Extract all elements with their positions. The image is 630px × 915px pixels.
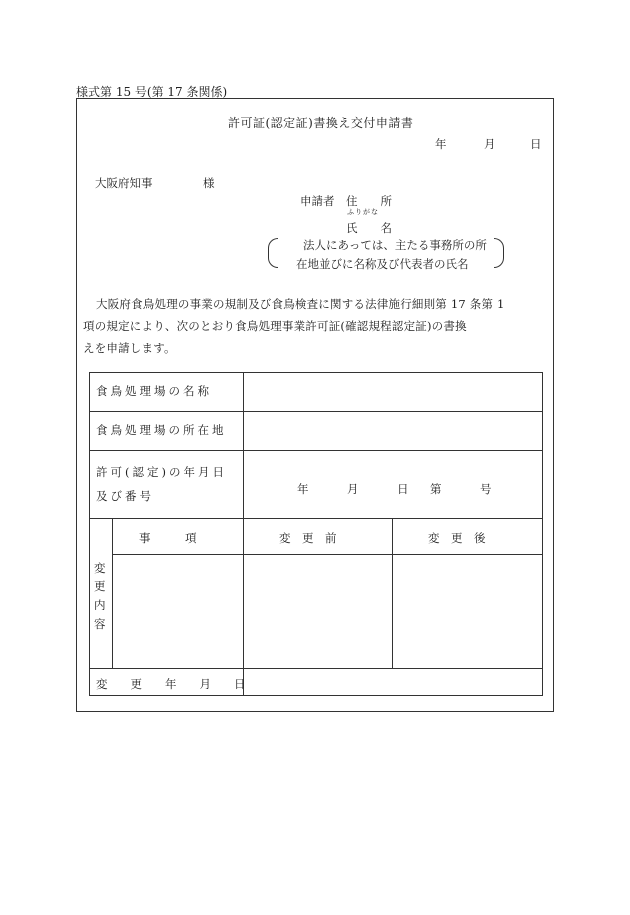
permit-number-prefix: 第	[430, 482, 442, 496]
corporate-note-line1: 法人にあっては、主たる事務所の所	[303, 238, 487, 252]
table-rule	[112, 518, 113, 668]
column-before-header: 変 更 前	[279, 531, 337, 545]
table-rule	[89, 450, 543, 451]
addressee-honorific: 様	[203, 176, 215, 190]
permit-number-suffix: 号	[480, 482, 492, 496]
facility-name-label: 食鳥処理場の名称	[96, 384, 212, 398]
corporate-note-line2: 在地並びに名称及び代表者の氏名	[296, 257, 469, 271]
date-month-label: 月	[484, 137, 496, 151]
change-date-label: 変 更 年 月 日	[96, 677, 246, 691]
column-item-header: 事 項	[139, 531, 197, 545]
change-group-char: 容	[94, 617, 106, 631]
name-label: 氏 名	[346, 221, 392, 235]
permit-date-label: 許可(認定)の年月日	[96, 465, 227, 479]
permit-number-label: 及び番号	[96, 489, 154, 503]
change-item-field[interactable]	[114, 556, 242, 667]
address-label: 住 所	[346, 194, 392, 208]
table-rule	[392, 518, 393, 668]
facility-name-input[interactable]	[245, 374, 541, 410]
permit-day-label: 日	[397, 482, 409, 496]
table-rule	[89, 518, 543, 519]
body-text-line2: 項の規定により、次のとおり食鳥処理事業許可証(確認規程認定証)の書換	[83, 319, 467, 333]
change-after-field[interactable]	[394, 556, 541, 667]
facility-address-input[interactable]	[245, 413, 541, 449]
body-text-line3: えを申請します。	[83, 341, 176, 355]
left-parenthesis	[268, 238, 278, 268]
table-border-right	[542, 372, 543, 696]
permit-year-label: 年	[297, 482, 309, 496]
applicant-label: 申請者	[300, 194, 335, 208]
change-before-field[interactable]	[245, 556, 391, 667]
body-text-line1: 大阪府食鳥処理の事業の規制及び食鳥検査に関する法律施行細則第 17 条第 1	[96, 297, 505, 311]
change-group-char: 更	[94, 579, 106, 593]
table-rule	[243, 372, 244, 696]
table-border-bottom	[89, 695, 543, 696]
change-group-char: 内	[94, 598, 106, 612]
furigana-label: ふりがな	[347, 208, 379, 216]
table-border-left	[89, 372, 90, 696]
table-rule	[89, 668, 543, 669]
permit-month-label: 月	[347, 482, 359, 496]
form-title: 許可証(認定証)書換え交付申請書	[228, 116, 414, 130]
permit-value-field[interactable]	[245, 452, 541, 517]
table-rule	[89, 411, 543, 412]
date-day-label: 日	[530, 137, 542, 151]
change-group-char: 変	[94, 561, 106, 575]
table-rule	[112, 554, 543, 555]
column-after-header: 変 更 後	[428, 531, 486, 545]
change-date-field[interactable]	[245, 670, 541, 694]
table-border-top	[89, 372, 543, 373]
form-number: 様式第 15 号(第 17 条関係)	[76, 85, 228, 99]
date-year-label: 年	[435, 137, 447, 151]
facility-address-label: 食鳥処理場の所在地	[96, 423, 227, 437]
addressee-name: 大阪府知事	[95, 176, 153, 190]
